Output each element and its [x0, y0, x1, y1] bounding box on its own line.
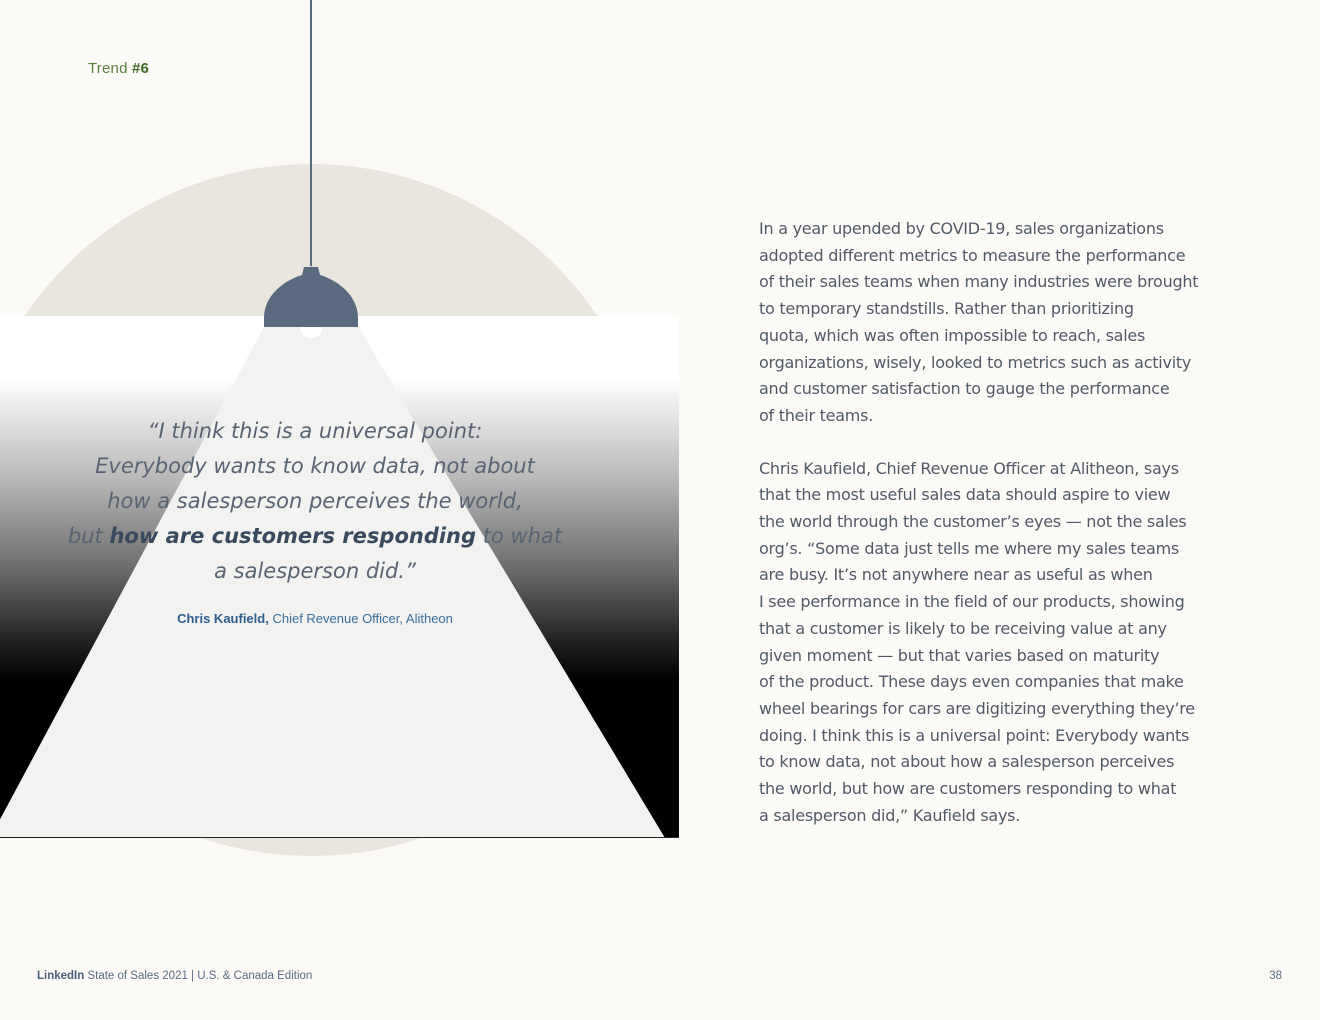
- quote-line: how a salesperson perceives the world,: [107, 489, 523, 513]
- body-line: a salesperson did,” Kaufield says.: [759, 805, 1021, 825]
- body-line: adopted different metrics to measure the performance: [759, 245, 1186, 265]
- body-line: organizations, wisely, looked to metrics such as activity: [759, 352, 1192, 372]
- body-line: the world, but how are customers responding to what: [759, 779, 1177, 799]
- body-line: org’s. “Some data just tells me where my sales teams: [759, 538, 1179, 558]
- body-line: wheel bearings for cars are digitizing everything they’re: [759, 698, 1195, 718]
- quote-line: a salesperson did.”: [214, 559, 416, 583]
- body-line: In a year upended by COVID-19, sales organizations: [759, 219, 1164, 238]
- body-line: doing. I think this is a universal point: Everybody wants: [759, 725, 1190, 745]
- quote-line4-post: to what: [476, 524, 563, 548]
- pull-quote: [60, 414, 570, 626]
- attribution-role: Chief Revenue Officer, Alitheon: [268, 611, 453, 626]
- quote-text: [60, 414, 570, 589]
- footer-title: State of Sales 2021 | U.S. & Canada Edition: [84, 970, 313, 982]
- paragraph-1: [759, 216, 1209, 430]
- body-line: are busy. It’s not anywhere near as useful as when: [759, 565, 1153, 585]
- body-line: that the most useful sales data should aspire to view: [759, 485, 1171, 505]
- body-line: of the product. These days even companies that make: [759, 672, 1184, 692]
- paragraph-2: [759, 456, 1209, 830]
- body-line: of their sales teams when many industries were brought: [759, 272, 1199, 292]
- body-line: Chris Kaufield, Chief Revenue Officer at Alitheon, says: [759, 458, 1179, 478]
- quote-attribution: [60, 611, 570, 626]
- page-number: 38: [1269, 970, 1282, 982]
- body-line: the world through the customer’s eyes — not the sales: [759, 512, 1187, 532]
- quote-line: Everybody wants to know data, not about: [95, 454, 535, 478]
- footer-brand: LinkedIn: [37, 970, 85, 982]
- quote-line4-pre: but: [67, 524, 110, 548]
- body-line: to know data, not about how a salesperson perceives: [759, 752, 1175, 772]
- body-line: to temporary standstills. Rather than prioritizing: [759, 299, 1134, 319]
- body-line: given moment — but that varies based on maturity: [759, 645, 1160, 665]
- attribution-name: Chris Kaufield,: [177, 611, 269, 626]
- body-line: and customer satisfaction to gauge the performance: [759, 379, 1170, 399]
- quote-highlight: how are customers responding: [109, 524, 477, 548]
- quote-line: [60, 519, 570, 554]
- article-body: [759, 216, 1209, 829]
- trend-number: #6: [132, 60, 150, 77]
- body-line: I see performance in the field of our products, showing: [759, 592, 1185, 612]
- trend-word: Trend: [88, 60, 128, 77]
- body-line: that a customer is likely to be receiving value at any: [759, 618, 1167, 638]
- body-line: quota, which was often impossible to reach, sales: [759, 325, 1146, 345]
- lamp-illustration: [0, 0, 680, 870]
- quote-line: “I think this is a universal point:: [147, 419, 483, 443]
- body-line: of their teams.: [759, 405, 874, 425]
- footer: [37, 970, 312, 982]
